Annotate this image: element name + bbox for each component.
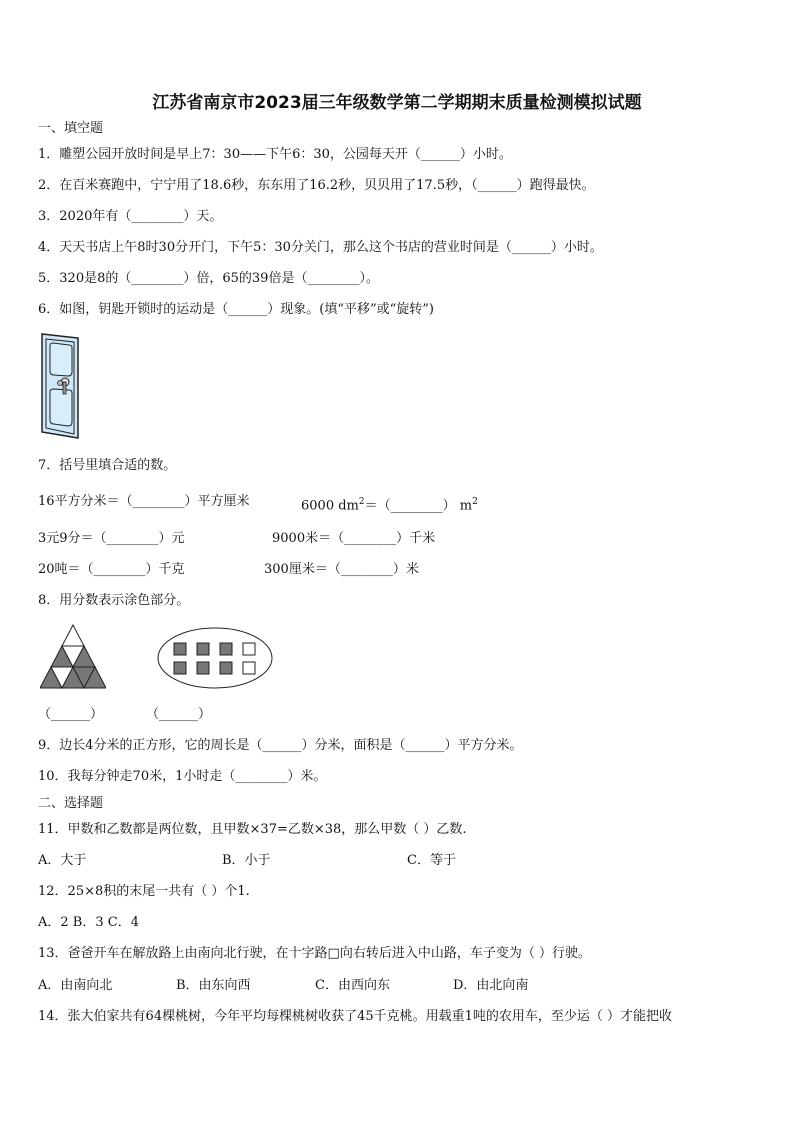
section-fill-in: 一、填空题 bbox=[38, 121, 104, 136]
q7-sup-2: 2 bbox=[472, 497, 478, 507]
q11-option-b: B．小于 bbox=[222, 853, 271, 868]
question-3: 3．2020年有（________）天。 bbox=[38, 209, 223, 224]
q12-options: A．2 B．3 C．4 bbox=[38, 915, 139, 930]
question-10: 10．我每分钟走70米，1小时走（________）米。 bbox=[38, 769, 327, 784]
q8-blank-2: （______） bbox=[146, 707, 212, 722]
question-7: 7．括号里填合适的数。 bbox=[38, 458, 177, 473]
q8-blank-1: （______） bbox=[38, 707, 104, 722]
question-9: 9．边长4分米的正方形，它的周长是（______）分米，面积是（______）平方分米。 bbox=[38, 738, 523, 753]
question-8: 8．用分数表示涂色部分。 bbox=[38, 593, 190, 608]
q11-option-a: A．大于 bbox=[38, 853, 87, 868]
triangle-figure bbox=[40, 623, 106, 691]
q13-option-d: D．由北向南 bbox=[453, 978, 529, 993]
question-11: 11．甲数和乙数都是两位数，且甲数×37=乙数×38，那么甲数（ ）乙数. bbox=[38, 822, 467, 837]
door-icon bbox=[38, 332, 84, 440]
question-12: 12．25×8积的末尾一共有（ ）个1. bbox=[38, 884, 250, 899]
q11-option-c: C．等于 bbox=[407, 853, 456, 868]
question-14: 14．张大伯家共有64棵桃树，今年平均每棵桃树收获了45千克桃。用载重1吨的农用车，至少运（ ）才能把收 bbox=[38, 1009, 673, 1024]
q7-sup-1: 2 bbox=[358, 497, 365, 507]
q13-option-c: C．由西向东 bbox=[315, 978, 390, 993]
q7-row2-left: 3元9分＝（________）元 bbox=[38, 531, 185, 546]
squares-in-ellipse-figure bbox=[156, 626, 274, 690]
section-choice: 二、选择题 bbox=[38, 796, 104, 811]
q7-unit-m: m bbox=[459, 498, 473, 514]
q7-unit-dm: dm bbox=[338, 498, 359, 514]
question-13: 13．爸爸开车在解放路上由南向北行驶，在十字路□向右转后进入中山路，车子变为（ ）行驶。 bbox=[38, 946, 591, 961]
question-5: 5．320是8的（________）倍，65的39倍是（________）。 bbox=[38, 271, 379, 286]
question-1: 1．雕塑公园开放时间是早上7：30——下午6：30，公园每天开（______）小时。 bbox=[38, 147, 512, 162]
q7-row3-left: 20吨＝（________）千克 bbox=[38, 562, 185, 577]
q7-row1-left: 16平方分米＝（________）平方厘米 bbox=[38, 494, 250, 509]
q7-row1-right bbox=[301, 494, 478, 514]
question-2: 2．在百米赛跑中，宁宁用了18.6秒，东东用了16.2秒，贝贝用了17.5秒，（______）跑得最快。 bbox=[38, 178, 595, 193]
question-6: 6．如图，钥匙开锁时的运动是（______）现象。(填“平移”或“旋转”) bbox=[38, 302, 434, 317]
question-4: 4．天天书店上午8时30分开门，下午5：30分关门，那么这个书店的营业时间是（______）小时。 bbox=[38, 240, 603, 255]
q13-option-b: B．由东向西 bbox=[176, 978, 251, 993]
page-title: 江苏省南京市2023届三年级数学第二学期期末质量检测模拟试题 bbox=[152, 93, 642, 113]
q7-row3-right: 300厘米＝（________）米 bbox=[264, 562, 419, 577]
q7-mid: ＝（________） bbox=[364, 498, 456, 514]
q7-value: 6000 bbox=[301, 498, 335, 514]
q13-option-a: A．由南向北 bbox=[38, 978, 113, 993]
q7-row2-right: 9000米＝（________）千米 bbox=[272, 531, 436, 546]
